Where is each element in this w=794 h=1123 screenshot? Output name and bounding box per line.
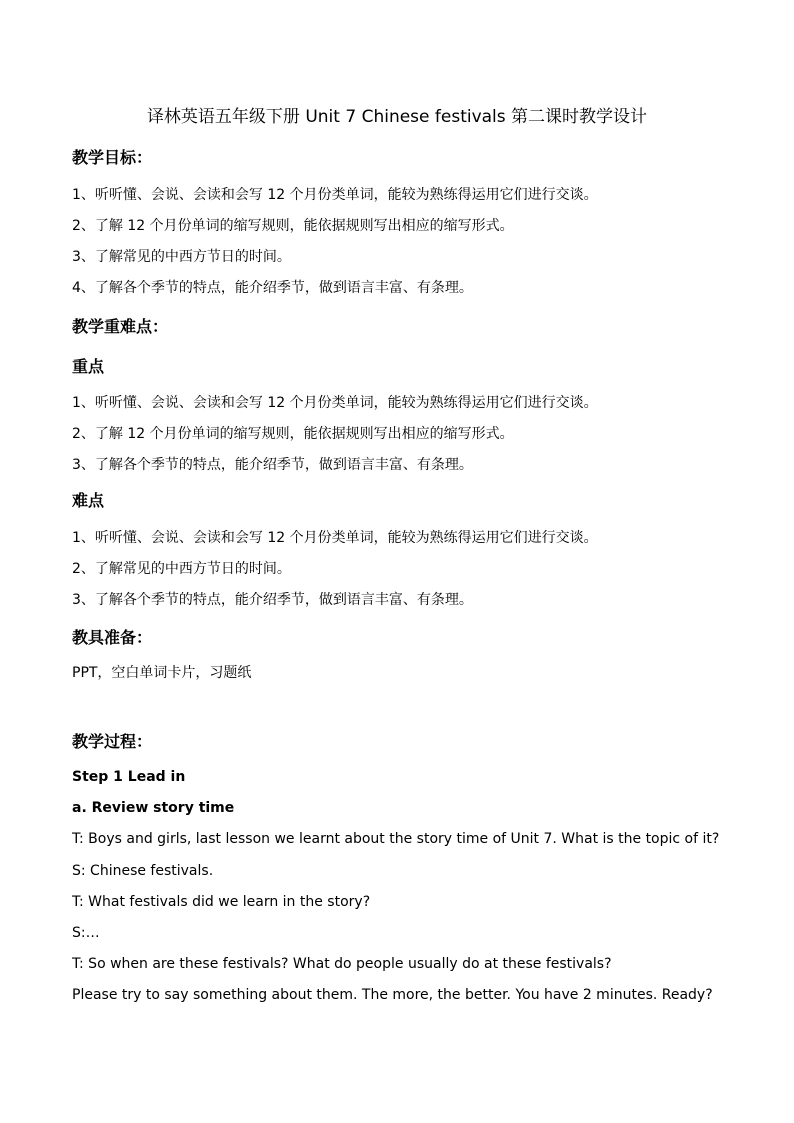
process-heading: 教学过程： [72,732,153,751]
difficulty-item-1: 1、听听懂、会说、会读和会写 12 个月份类单词，能较为熟练得运用它们进行交谈。 [72,530,598,546]
difficulty-item-2: 2、了解常见的中西方节日的时间。 [72,561,291,577]
objective-item-2: 2、了解 12 个月份单词的缩写规则，能依据规则写出相应的缩写形式。 [72,218,514,234]
substep-heading: a. Review story time [72,800,235,816]
objective-item-3: 3、了解常见的中西方节日的时间。 [72,249,291,265]
dialogue-line: T: What festivals did we learn in the story? [72,894,371,910]
document-title: 译林英语五年级下册 Unit 7 Chinese festivals 第二课时教学设计 [146,107,648,127]
materials-text: PPT，空白单词卡片，习题纸 [72,665,252,681]
step-heading: Step 1 Lead in [72,769,186,785]
focus-heading: 重点 [72,357,105,376]
materials-heading: 教具准备： [72,628,153,647]
focus-item-1: 1、听听懂、会说、会读和会写 12 个月份类单词，能较为熟练得运用它们进行交谈。 [72,395,598,411]
dialogue-line: T: So when are these festivals? What do people usually do at these festivals? [72,956,612,972]
objectives-heading: 教学目标： [72,148,153,167]
dialogue-line: T: Boys and girls, last lesson we learnt about the story time of Unit 7. What is the topic of it? [72,831,720,847]
dialogue-line: S:… [72,925,100,941]
key-points-heading: 教学重难点： [72,317,169,336]
dialogue-line: Please try to say something about them. The more, the better. You have 2 minutes. Ready? [72,987,713,1003]
difficulty-heading: 难点 [72,491,105,510]
difficulty-item-3: 3、了解各个季节的特点，能介绍季节，做到语言丰富、有条理。 [72,592,473,608]
focus-item-3: 3、了解各个季节的特点，能介绍季节，做到语言丰富、有条理。 [72,457,473,473]
dialogue-line: S: Chinese festivals. [72,863,214,879]
objective-item-4: 4、了解各个季节的特点，能介绍季节，做到语言丰富、有条理。 [72,280,473,296]
objective-item-1: 1、听听懂、会说、会读和会写 12 个月份类单词，能较为熟练得运用它们进行交谈。 [72,187,598,203]
focus-item-2: 2、了解 12 个月份单词的缩写规则，能依据规则写出相应的缩写形式。 [72,426,514,442]
